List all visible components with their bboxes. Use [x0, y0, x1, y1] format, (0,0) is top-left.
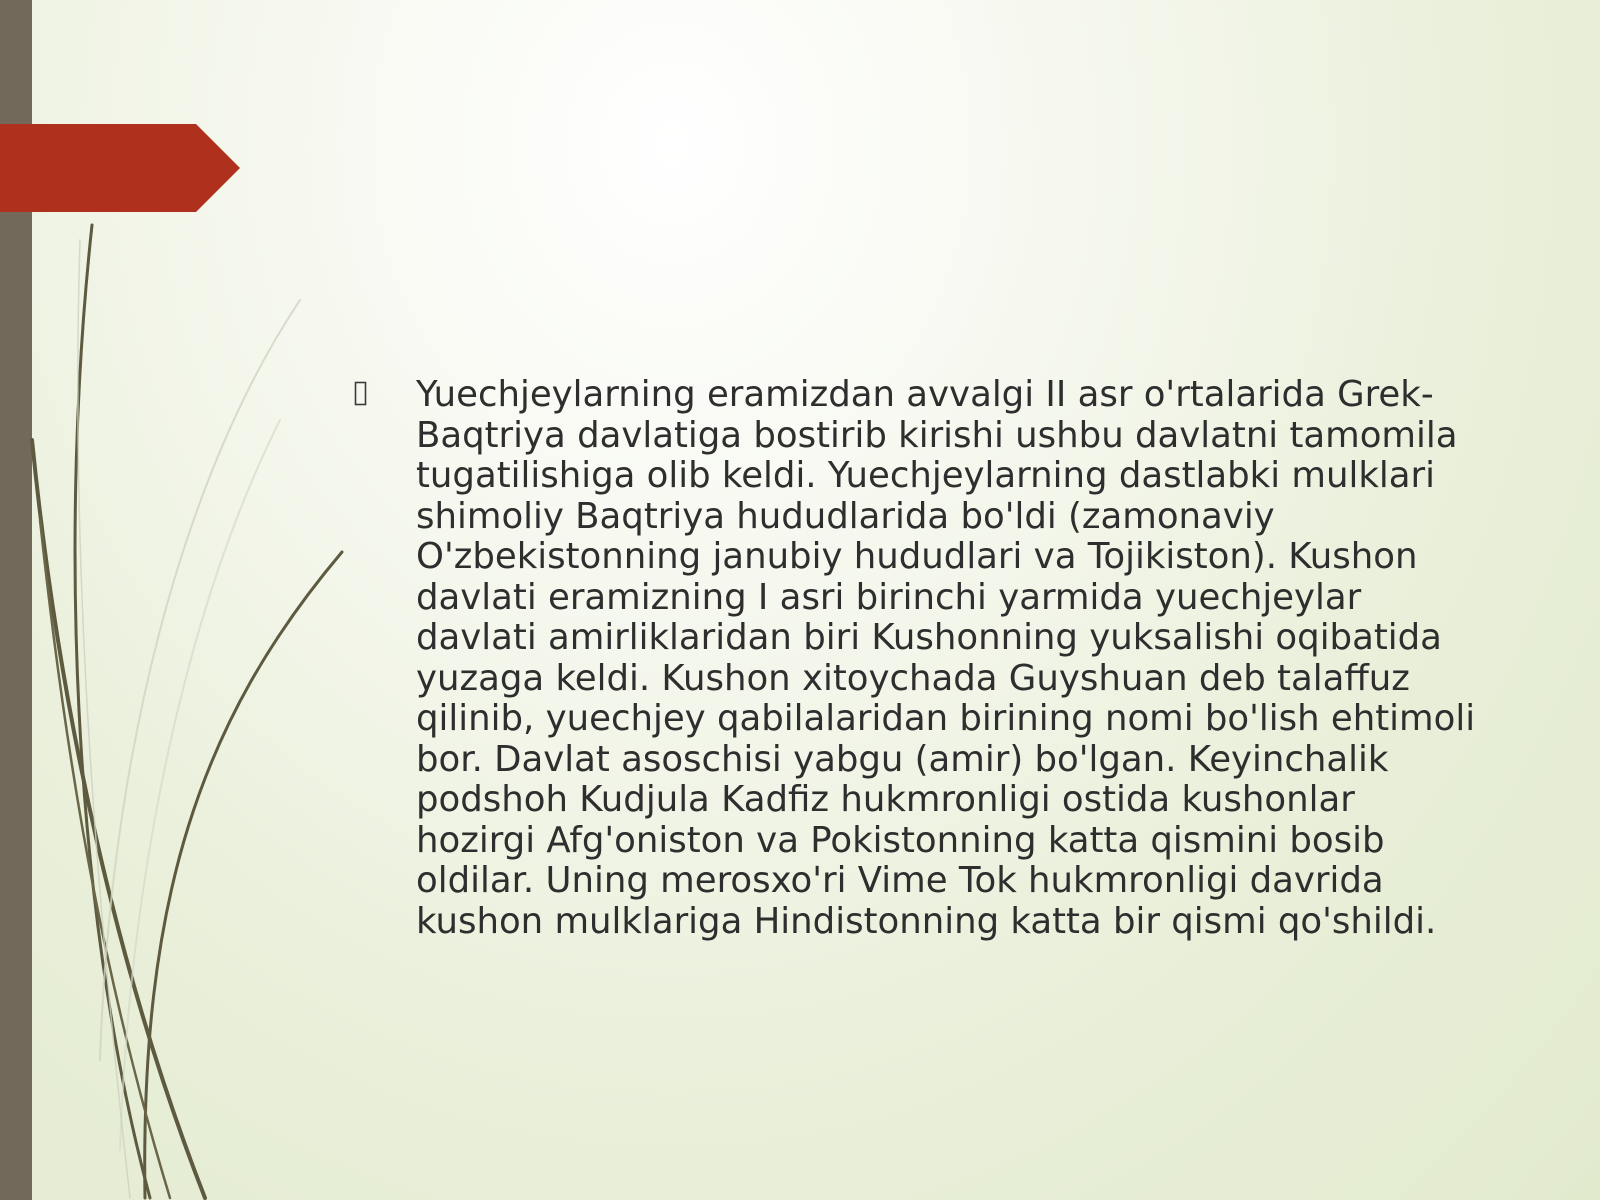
slide-paragraph: Yuechjeylarning eramizdan avvalgi II asr o'rtalarida Grek-Baqtriya davlatiga bostirib kirishi ushbu davlatni tamomila tugatilishiga olib keldi. Yuechjeylarning dastlabki mulklari shimoliy Baqtriya hududlarida bo'ldi (zamonaviy O'zbekistonning janubiy hududlari va Tojikiston). Kushon davlati eramizning I asri birinchi yarmida yuechjeylar davlati amirliklaridan biri Kushonning yuksalishi oqibatida yuzaga keldi. Kushon xitoychada Guyshuan deb talaffuz qilinib, yuechjey qabilalaridan birining nomi bo'lish ehtimoli bor. Davlat asoschisi yabgu (amir) bo'lgan. Keyinchalik podshoh Kudjula Kadfiz hukmronligi ostida kushonlar hozirgi Afg'oniston va Pokistonning katta qismini bosib oldilar. Uning merosxo'ri Vime Tok hukmronligi davrida kushon mulklariga Hindistonning katta bir qismi qo'shildi.	[416, 374, 1476, 942]
grass-blade-5	[100, 300, 300, 1060]
grass-blade-1	[75, 225, 150, 1198]
list-item-bullet	[354, 375, 416, 411]
grass-blade-7	[78, 240, 130, 1198]
grass-blade-3	[145, 552, 342, 1198]
grass-blade-4	[40, 520, 170, 1198]
grass-blade-2	[32, 440, 205, 1198]
bullet-glyph-icon	[354, 381, 368, 407]
grass-blade-6	[120, 420, 280, 1150]
red-arrow-shape	[0, 124, 240, 214]
bullet-list	[354, 375, 1484, 942]
